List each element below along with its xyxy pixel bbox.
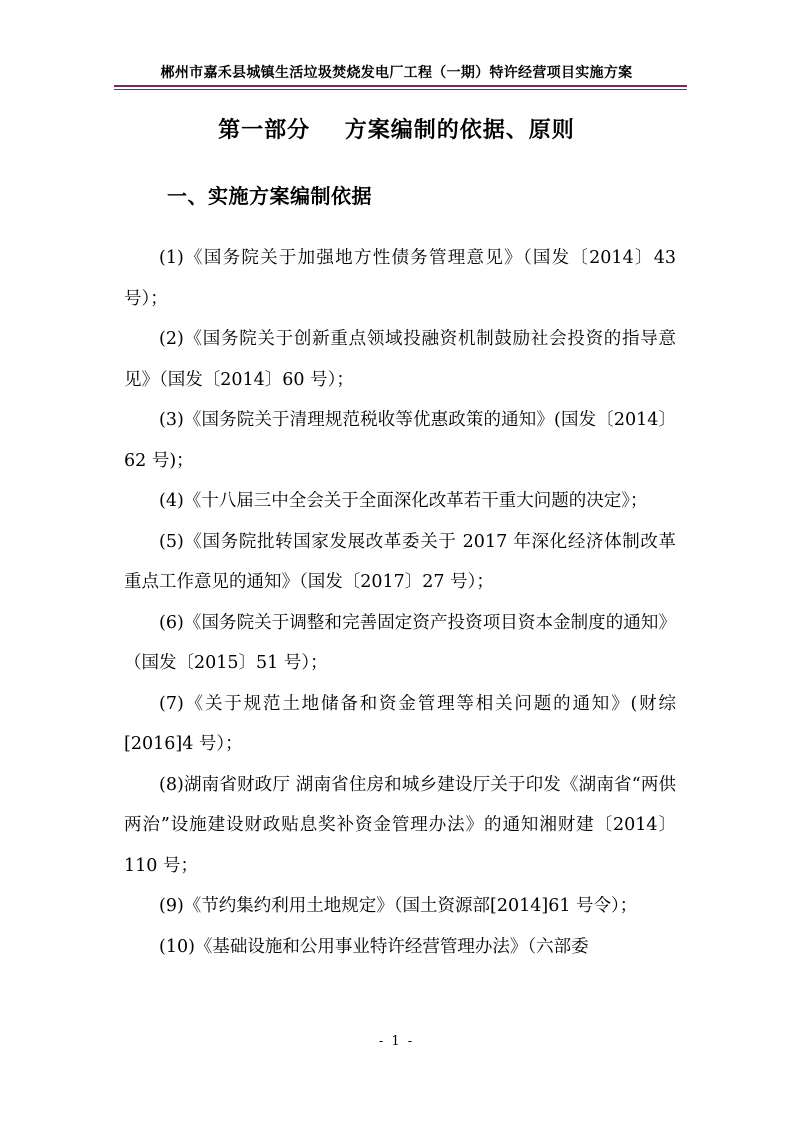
basis-list	[124, 238, 676, 967]
basis-item-9: (9)《节约集约利用土地规定》（国土资源部[2014]61 号令）；	[159, 896, 638, 916]
header-rule-thick	[114, 85, 687, 87]
basis-item-5: (5)《国务院批转国家发展改革委关于 2017 年深化经济体制改革重点工作意见的通知》（国发〔2017〕27 号）；	[124, 531, 676, 592]
basis-item-4: (4)《十八届三中全会关于全面深化改革若干重大问题的决定》；	[159, 491, 648, 511]
document-header-title: 郴州市嘉禾县城镇生活垃圾焚烧发电厂工程（一期）特许经营项目实施方案	[160, 65, 633, 81]
basis-item-2: (2)《国务院关于创新重点领域投融资机制鼓励社会投资的指导意见》（国发〔2014〕60 号）；	[124, 329, 676, 390]
basis-item-7: (7)《关于规范土地储备和资金管理等相关问题的通知》(财综[2016]4 号）；	[124, 693, 676, 754]
basis-item-10: (10)《基础设施和公用事业特许经营管理办法》（六部委	[159, 936, 589, 957]
basis-item-6: (6)《国务院关于调整和完善固定资产投资项目资本金制度的通知》（国发〔2015〕51 号）；	[124, 612, 676, 673]
part-title: 第一部分 方案编制的依据、原则	[218, 118, 575, 143]
section-title: 一、实施方案编制依据	[167, 184, 372, 208]
basis-item-1: (1)《国务院关于加强地方性债务管理意见》（国发〔2014〕43 号）；	[124, 248, 676, 309]
page-number: - 1 -	[378, 1034, 415, 1049]
basis-item-8: (8)湖南省财政厅 湖南省住房和城乡建设厅关于印发《湖南省“两供两治”设施建设财政贴息奖补资金管理办法》的通知湘财建〔2014〕110 号；	[124, 774, 676, 876]
header-rule-thin	[114, 89, 687, 90]
basis-item-3: (3)《国务院关于清理规范税收等优惠政策的通知》(国发〔2014〕62 号)；	[124, 410, 676, 471]
